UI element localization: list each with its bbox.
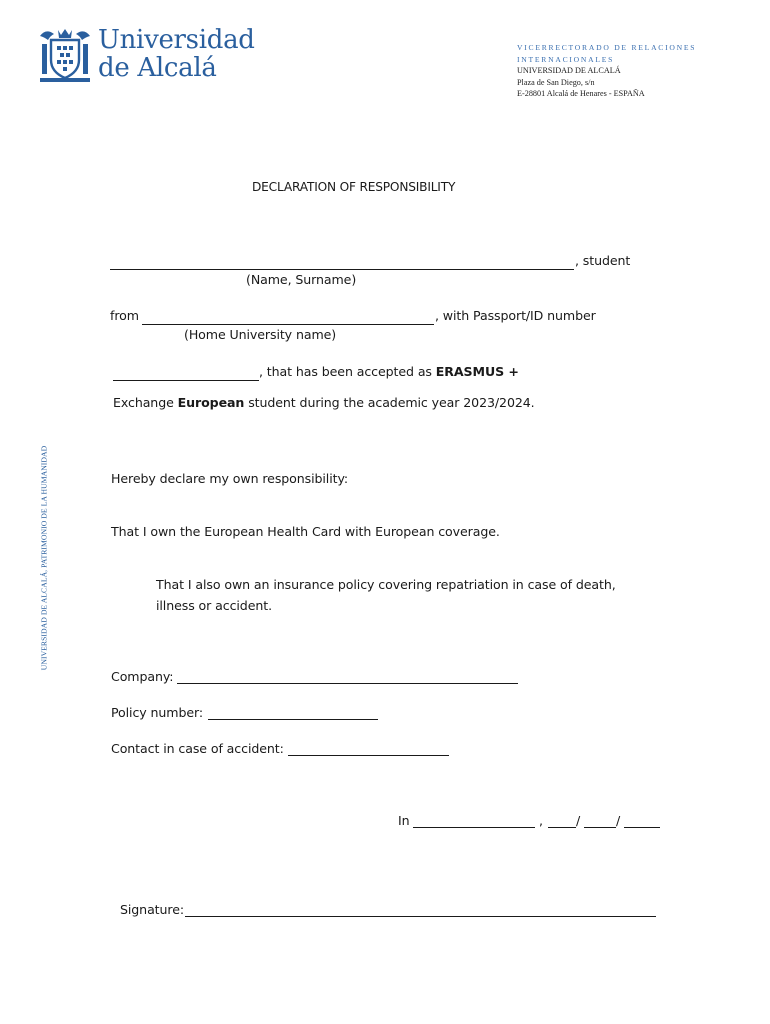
date-month-field-line[interactable] <box>584 827 616 828</box>
contact-field-line[interactable] <box>288 755 449 756</box>
office-street: Plaza de San Diego, s/n <box>517 77 595 87</box>
logo-line-2: de Alcalá <box>98 53 217 83</box>
home-university-caption: (Home University name) <box>184 327 337 342</box>
insurance-text-line-2: illness or accident. <box>156 598 272 613</box>
company-label: Company: <box>111 669 174 684</box>
office-name-line-2: INTERNACIONALES <box>517 54 615 64</box>
exchange-prefix: Exchange <box>113 395 178 410</box>
policy-number-field-line[interactable] <box>208 719 378 720</box>
in-label: In <box>398 813 410 828</box>
university-crest-logo <box>38 26 92 84</box>
passport-suffix: , with Passport/ID number <box>435 308 596 323</box>
from-label: from <box>110 308 139 323</box>
policy-number-label: Policy number: <box>111 705 204 720</box>
document-title: DECLARATION OF RESPONSIBILITY <box>252 180 456 194</box>
side-heritage-text: UNIVERSIDAD DE ALCALÁ, PATRIMONIO DE LA HUMANIDAD <box>39 445 49 671</box>
university-name-logo <box>98 26 255 82</box>
home-university-field-line[interactable] <box>142 324 434 325</box>
office-name-line-1: VICERRECTORADO DE RELACIONES <box>517 43 697 52</box>
accepted-text <box>259 364 519 379</box>
signature-field-line[interactable] <box>185 916 656 917</box>
signature-label: Signature: <box>120 902 184 917</box>
insurance-text-line-1: That I also own an insurance policy covering repatriation in case of death, <box>156 577 616 592</box>
accepted-phrase: , that has been accepted as <box>259 364 436 379</box>
date-year-field-line[interactable] <box>624 827 660 828</box>
passport-field-line[interactable] <box>113 380 259 381</box>
date-comma: , <box>539 813 543 828</box>
european-word: European <box>177 395 245 410</box>
date-slash-2: / <box>616 813 621 828</box>
exchange-suffix: student during the academic year 2023/2024. <box>244 395 535 410</box>
name-field-line[interactable] <box>110 269 574 270</box>
name-caption: (Name, Surname) <box>246 272 357 287</box>
erasmus-label: ERASMUS + <box>435 364 519 379</box>
declare-text: Hereby declare my own responsibility: <box>111 471 349 486</box>
place-field-line[interactable] <box>413 827 535 828</box>
contact-label: Contact in case of accident: <box>111 741 284 756</box>
company-field-line[interactable] <box>177 683 518 684</box>
logo-line-1: Universidad <box>98 25 255 55</box>
date-day-field-line[interactable] <box>548 827 576 828</box>
exchange-sentence <box>113 395 535 410</box>
office-university: UNIVERSIDAD DE ALCALÁ <box>517 66 621 76</box>
student-suffix: , student <box>575 253 631 268</box>
office-city: E-28801 Alcalá de Henares - ESPAÑA <box>517 89 645 99</box>
date-slash-1: / <box>576 813 581 828</box>
office-address-block <box>517 42 696 100</box>
health-card-text: That I own the European Health Card with European coverage. <box>111 524 500 539</box>
